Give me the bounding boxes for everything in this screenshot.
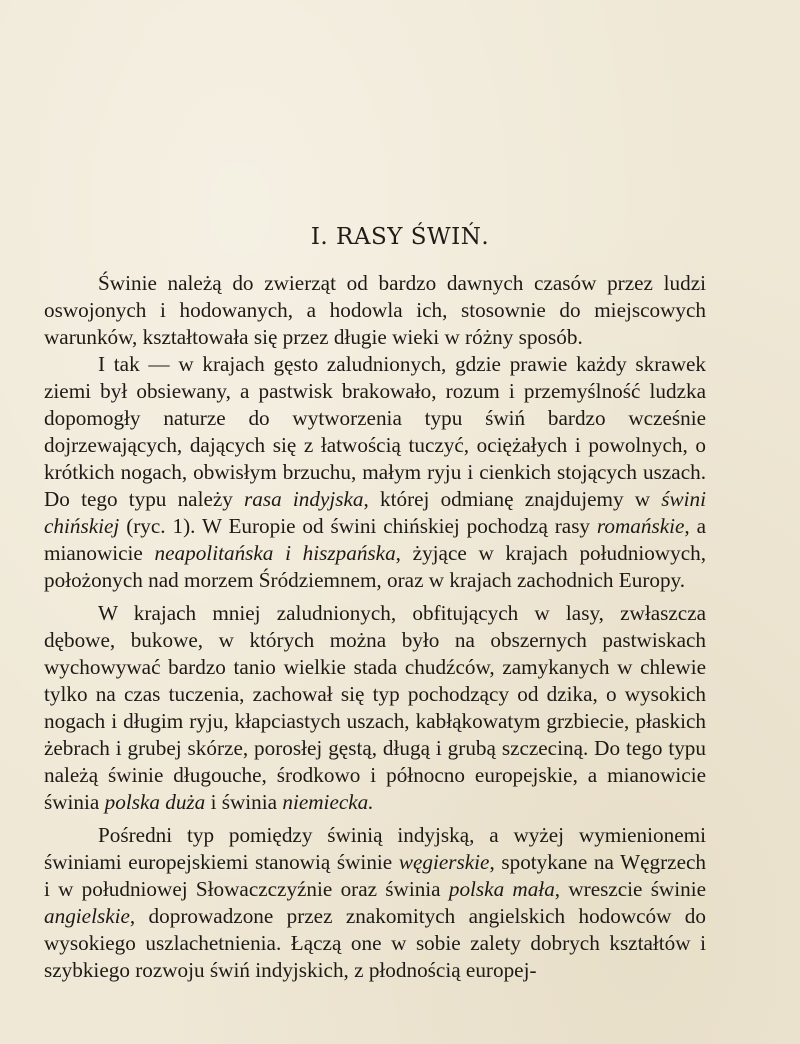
paragraph-2-text: , której odmianę znajdujemy w xyxy=(363,487,662,511)
breed-name: neapolitańska i hiszpańska xyxy=(154,541,396,565)
paragraph-4-text: , wreszcie świnie xyxy=(554,877,707,901)
paragraph-4-text: , spotykane na Węgrzech i w południowej Słowaczczyźnie oraz świnia xyxy=(44,850,706,901)
breed-name: węgierskie xyxy=(398,850,490,874)
body-text xyxy=(44,270,706,984)
paragraph-3-text: i świnia xyxy=(205,790,283,814)
breed-name: polska mała xyxy=(448,877,555,901)
breed-name: angielskie xyxy=(44,904,130,928)
breed-name: rasa indyjska xyxy=(244,487,364,511)
paragraph-4 xyxy=(44,822,706,984)
chapter-title: I. RASY ŚWIŃ. xyxy=(310,224,490,250)
paragraph-1: Świnie należą do zwierząt od bardzo dawnych czasów przez ludzi oswojonych i hodowanych, a hodowla ich, stosownie do miejscowych warunków, kształtowała się przez długie wieki w różny sposób. xyxy=(44,271,706,349)
breed-name: niemiecka. xyxy=(282,790,374,814)
breed-name: polska duża xyxy=(104,790,206,814)
paragraph-2-text: , a mianowicie xyxy=(44,514,706,565)
breed-name: świni chińskiej xyxy=(44,487,706,538)
paragraph-2 xyxy=(44,351,706,594)
paragraph-3 xyxy=(44,600,706,816)
paragraph-4-text: Pośredni typ pomiędzy świnią indyjską, a wyżej wymienionemi świniami europejskiemi stanowią świnie xyxy=(44,823,706,874)
paragraph-2-text: I tak — w krajach gęsto zaludnionych, gdzie prawie każdy skrawek ziemi był obsiewany, a pastwisk brakowało, rozum i przemyślność ludzka dopomogły naturze do wytworzenia typu świń bardzo wcześnie dojrzewających, dających się z łatwością tuczyć, ociężałych i powolnych, o krótkich nogach, obwisłym brzuchu, małym ryju i cienkich stojących uszach. Do tego typu należy xyxy=(44,352,706,511)
paragraph-3-text: W krajach mniej zaludnionych, obfitujących w lasy, zwłaszcza dębowe, bukowe, w których można było na obszernych pastwiskach wychowywać bardzo tanio wielkie stada chudźców, zamykanych w chlewie tylko na czas tuczenia, zachował się typ pochodzący od dzika, o wysokich nogach i długim ryju, kłapciastych uszach, kabłąkowatym grzbiecie, płaskich żebrach i grubej skórze, porosłej gęstą, długą i grubą szczeciną. Do tego typu należą świnie długouche, środkowo i północno europejskie, a mianowicie świnia xyxy=(44,601,706,814)
paragraph-2-text: , żyjące w krajach południowych, położonych nad morzem Śródziemnem, oraz w krajach zachodnich Europy. xyxy=(44,541,706,592)
paragraph-4-text: , doprowadzone przez znakomitych angielskich hodowców do wysokiego uszlachetnienia. Łączą one w sobie zalety dobrych kształtów i szybkiego rozwoju świń indyjskich, z płodnością europej- xyxy=(44,904,706,982)
breed-name: romańskie xyxy=(596,514,685,538)
paragraph-2-text: (ryc. 1). W Europie od świni chińskiej pochodzą rasy xyxy=(119,514,597,538)
